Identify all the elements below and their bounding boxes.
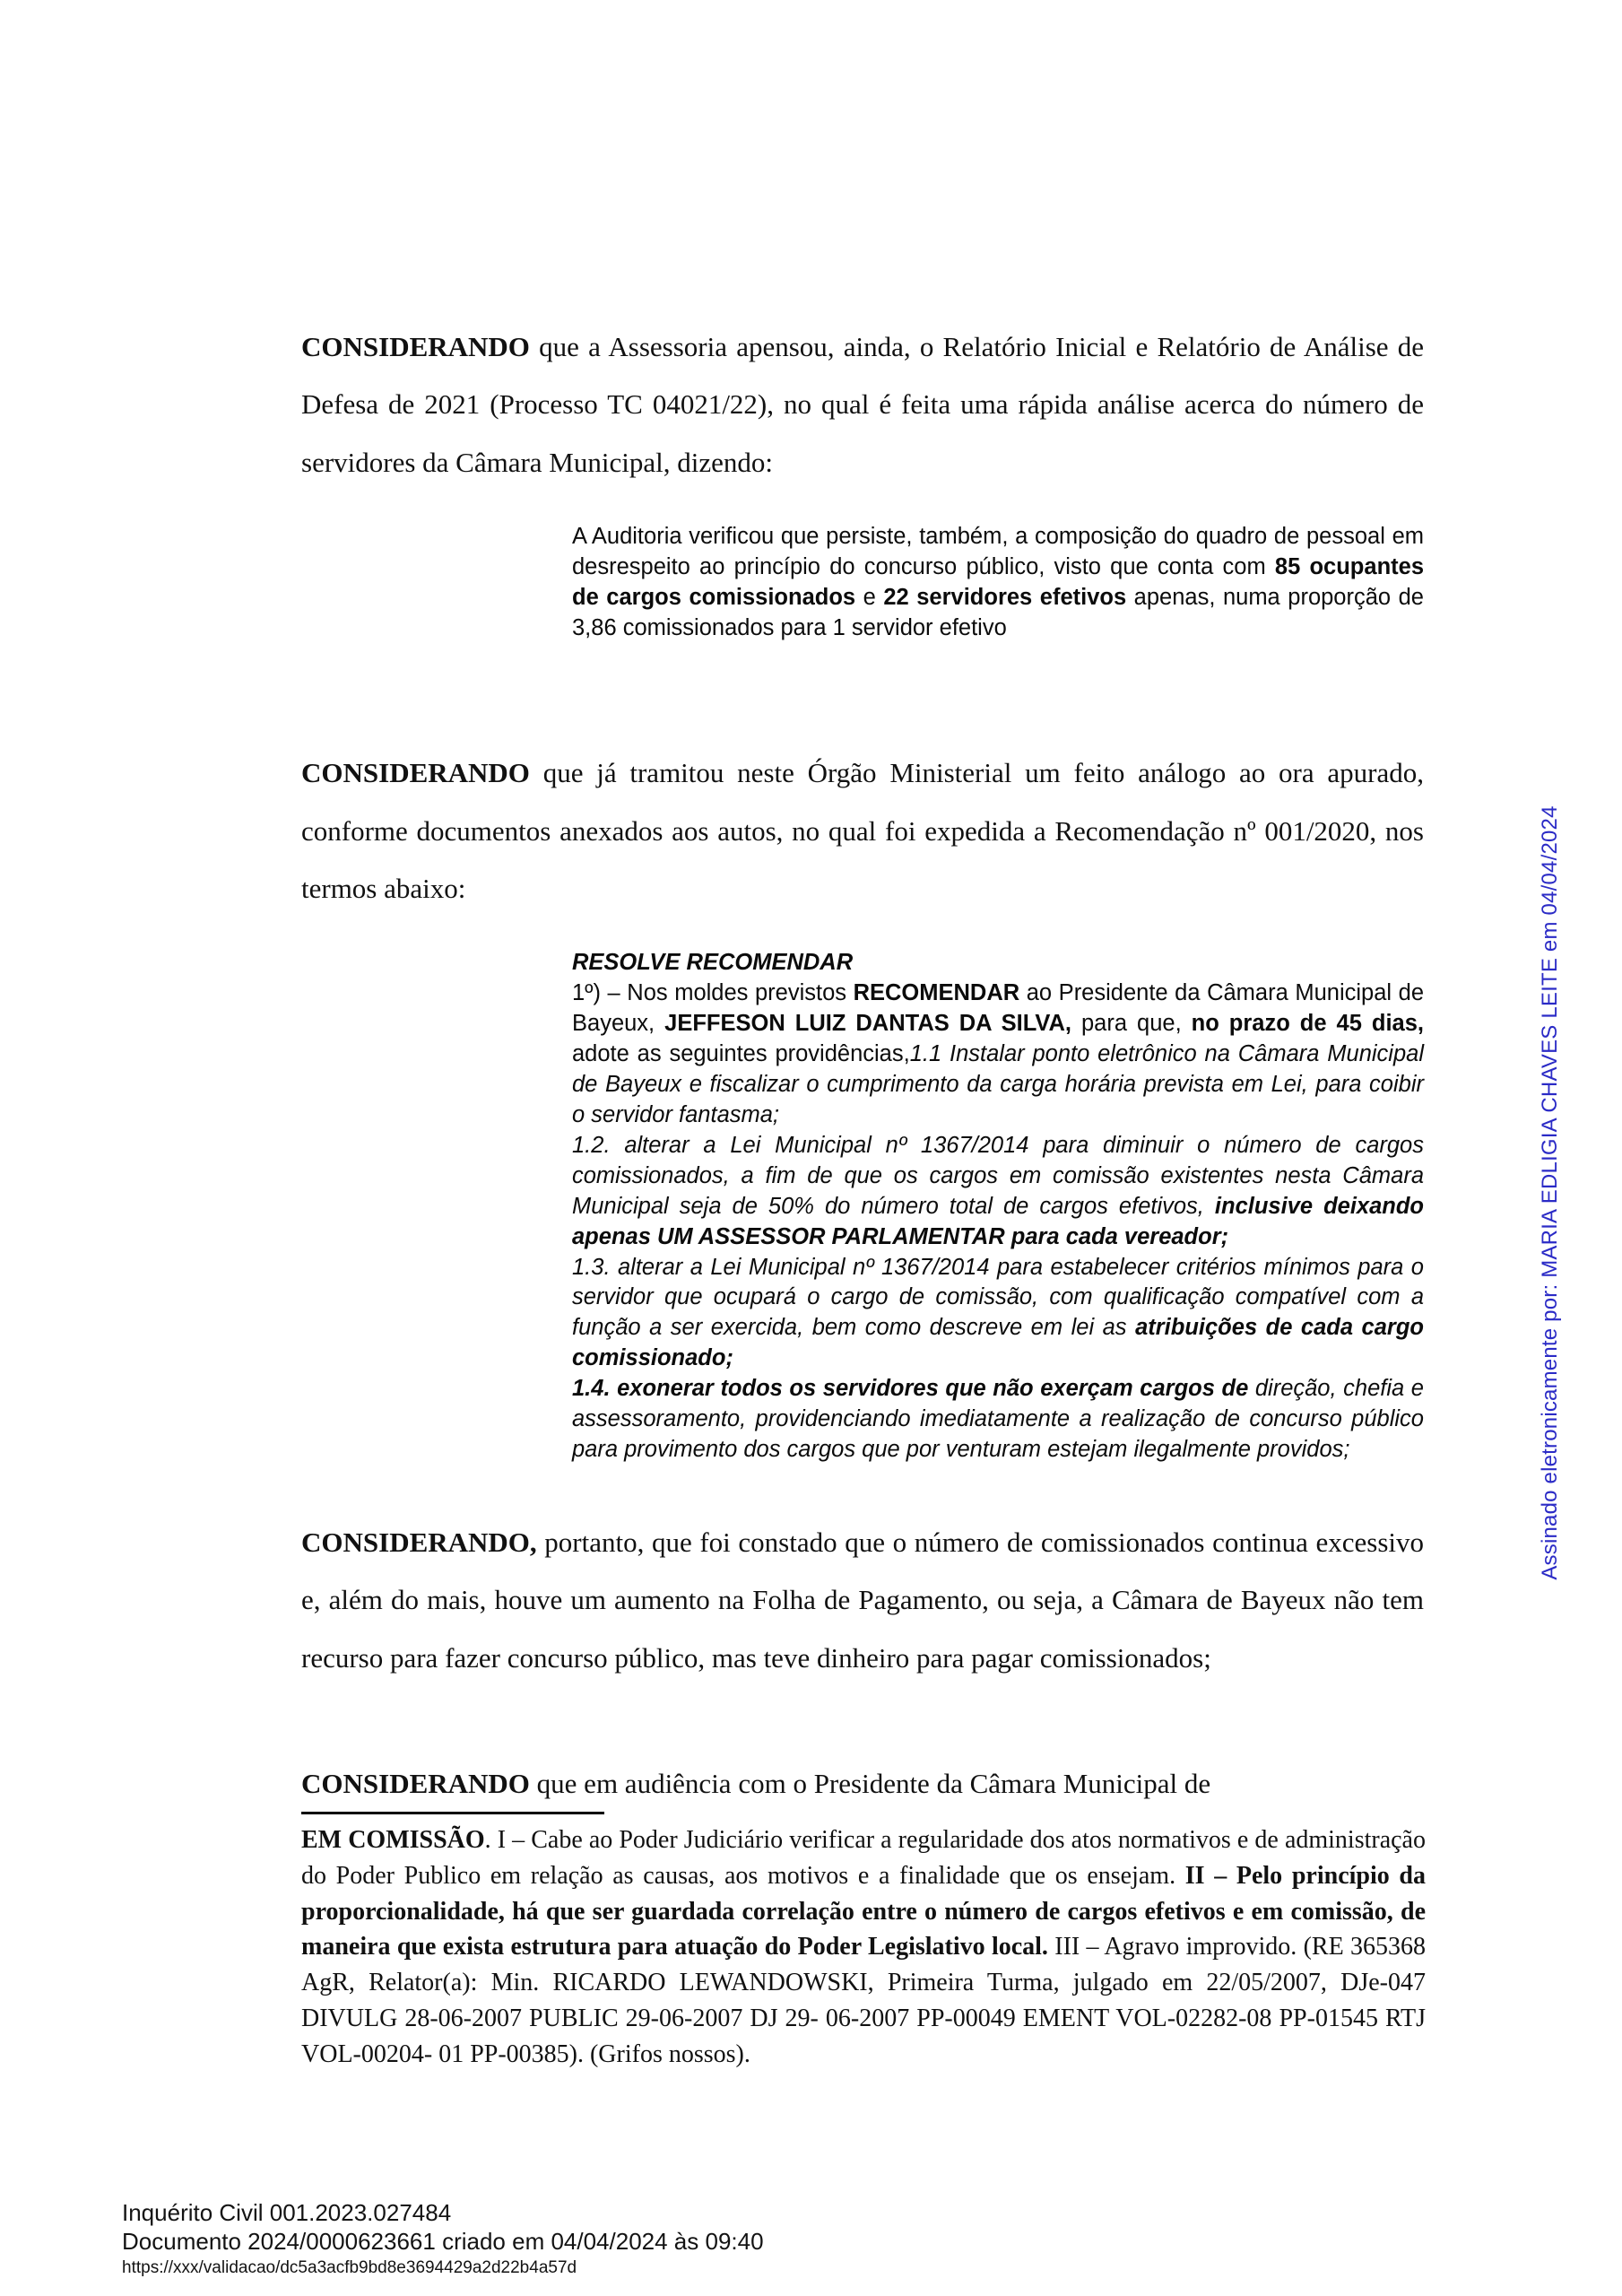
- quote-block-auditoria: [301, 522, 1424, 644]
- footer-documento-line: Documento 2024/0000623661 criado em 04/04/2024 às 09:40: [122, 2227, 764, 2255]
- footnote-text-1: . I – Cabe ao Poder Judiciário verificar a regularidade dos atos normativos e de administração do Poder Publico em relação as causas, aos motivos e a finalidade que os ensejam.: [301, 1826, 1426, 1890]
- recomendacao-title: RESOLVE RECOMENDAR: [572, 950, 854, 976]
- footnote-bold-1: EM COMISSÃO: [301, 1826, 485, 1854]
- quote-1-part-3: apenas, numa proporção de 3,86 comissionados para 1 servidor efetivo: [572, 585, 1424, 641]
- footnote-separator: [301, 1812, 604, 1814]
- footer-inquerito-line: Inquérito Civil 001.2023.027484: [122, 2199, 452, 2226]
- item-1-a: 1º) – Nos moldes previstos: [572, 980, 854, 1006]
- paragraph-1-lead: CONSIDERANDO: [301, 331, 530, 362]
- document-body: [301, 318, 1424, 1844]
- item-1-e: para que,: [1071, 1011, 1192, 1037]
- paragraph-considerando-4: [301, 1755, 1424, 1813]
- footnote-text: [301, 1822, 1426, 2072]
- footnote-text-2: III – Agravo improvido. (RE 365368 AgR, Relator(a): Min. RICARDO LEWANDOWSKI, Primeira Turma, julgado em 22/05/2007, DJe-047 DIVULG 28-06-2007 PUBLIC 29-06-2007 DJ 29- 06-2007 PP-00049 EMENT VOL-02282-08 PP-01545 RTJ VOL-00204- 01 PP-00385). (Grifos nossos).: [301, 1933, 1427, 2068]
- signature-stamp-text: Assinado eletronicamente por: MARIA EDLIGIA CHAVES LEITE em 04/04/2024: [1538, 805, 1562, 1580]
- item-1-1: 1.1 Instalar ponto eletrônico na Câmara Municipal de Bayeux e fiscalizar o cumprimento da carga horária prevista em Lei, para coibir o servidor fantasma;: [572, 1041, 1425, 1127]
- quote-1-part-1: A Auditoria verificou que persiste, também, a composição do quadro de pessoal em desrespeito ao princípio do concurso público, visto que conta com: [572, 524, 1424, 580]
- paragraph-4-text: que em audiência com o Presidente da Câmara Municipal de: [529, 1768, 1211, 1800]
- item-1-d: JEFFESON LUIZ DANTAS DA SILVA,: [664, 1011, 1071, 1037]
- electronic-signature-stamp: [1527, 744, 1574, 1641]
- quote-1-bold-1: 85 ocupantes de cargos comissionados: [572, 554, 1425, 611]
- item-1-4-a: 1.4. exonerar todos os servidores que não exerçam cargos de: [572, 1376, 1255, 1402]
- item-1-3-a: 1.3. alterar a Lei Municipal nº 1367/2014 para estabelecer critérios mínimos para o servidor que ocupará o cargo de comissão, com qualificação compatível com a função a ser exercida, bem como descreve em lei as: [572, 1254, 1424, 1341]
- paragraph-2-lead: CONSIDERANDO: [301, 757, 530, 789]
- paragraph-1-text: que a Assessoria apensou, ainda, o Relatório Inicial e Relatório de Análise de Defesa de 2021 (Processo TC 04021/22), no qual é feita uma rápida análise acerca do número de servidores da Câmara Municipal, dizendo:: [301, 331, 1424, 478]
- footer-validation-url[interactable]: https://xxx/validacao/dc5a3acfb9bd8e3694429a2d22b4a57d: [122, 2258, 577, 2278]
- item-1-3-b: atribuições de cada cargo comissionado;: [572, 1315, 1424, 1371]
- footnote-area: [301, 1812, 1426, 2072]
- quote-1-bold-2: 22 servidores efetivos: [883, 585, 1127, 611]
- quote-1-part-2: e: [855, 585, 884, 611]
- paragraph-considerando-3: [301, 1514, 1424, 1687]
- page-footer: [122, 2199, 764, 2280]
- item-1-f: no prazo de 45 dias,: [1191, 1011, 1424, 1037]
- paragraph-considerando-2: [301, 744, 1424, 918]
- quote-block-recomendacao: [301, 948, 1424, 1465]
- item-1-c: ao Presidente da Câmara Municipal de Bayeux,: [572, 980, 1424, 1037]
- spacer-before-paragraph-4: [301, 1718, 1424, 1755]
- item-1-g: adote as seguintes providências,: [572, 1041, 910, 1067]
- paragraph-2-text: que já tramitou neste Órgão Ministerial um feito análogo ao ora apurado, conforme documentos anexados aos autos, no qual foi expedida a Recomendação nº 001/2020, nos termos abaixo:: [301, 757, 1424, 904]
- item-1-2-b: inclusive deixando apenas UM ASSESSOR PARLAMENTAR para cada vereador;: [572, 1193, 1425, 1249]
- paragraph-3-lead: CONSIDERANDO,: [301, 1526, 537, 1558]
- spacer-after-quote-1: [301, 644, 1424, 744]
- item-1-2-a: 1.2. alterar a Lei Municipal nº 1367/2014 para diminuir o número de cargos comissionados, a fim de que os cargos em comissão existentes nesta Câmara Municipal seja de 50% do número total de cargos efetivos,: [572, 1132, 1424, 1219]
- footnote-bold-2: II – Pelo princípio da proporcionalidade, há que ser guardada correlação entre o número de cargos efetivos e em comissão, de maneira que exista estrutura para atuação do Poder Legislativo local.: [301, 1861, 1426, 1961]
- spacer-after-quote-2: [301, 1465, 1424, 1514]
- item-1-4-b: direção, chefia e assessoramento, providenciando imediatamente a realização de concurso público para provimento dos cargos que por venturam estejam ilegalmente providos;: [572, 1376, 1424, 1462]
- item-1-b: RECOMENDAR: [853, 980, 1020, 1006]
- paragraph-3-text: portanto, que foi constado que o número de comissionados continua excessivo e, além do mais, houve um aumento na Folha de Pagamento, ou seja, a Câmara de Bayeux não tem recurso para fazer concurso público, mas teve dinheiro para pagar comissionados;: [301, 1526, 1424, 1674]
- paragraph-considerando-1: [301, 318, 1424, 491]
- paragraph-4-lead: CONSIDERANDO: [301, 1768, 530, 1800]
